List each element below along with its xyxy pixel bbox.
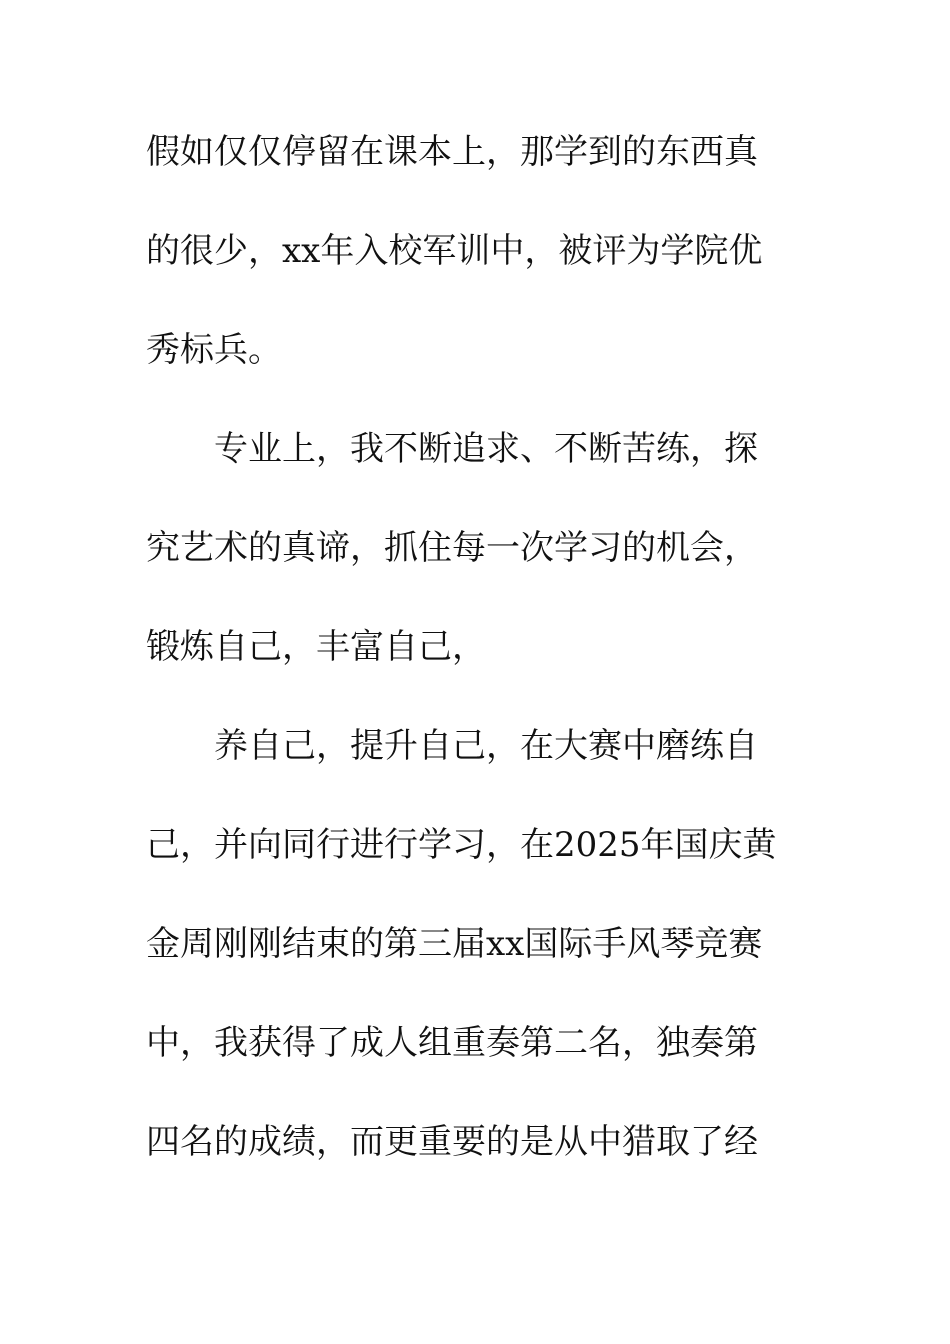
text-line-11: 四名的成绩，而更重要的是从中猎取了经 (146, 1122, 758, 1162)
text-line-9: 金周刚刚结束的第三届xx国际手风琴竞赛 (146, 924, 763, 964)
text-line-2: 的很少，xx年入校军训中，被评为学院优 (146, 231, 763, 271)
text-line-10: 中，我获得了成人组重奏第二名，独奏第 (146, 1023, 758, 1063)
text-line-3: 秀标兵。 (146, 330, 282, 370)
text-line-1: 假如仅仅停留在课本上，那学到的东西真 (146, 132, 758, 172)
text-line-7: 养自己，提升自己，在大赛中磨练自 (214, 726, 758, 766)
text-line-4: 专业上，我不断追求、不断苦练，探 (214, 429, 758, 469)
text-line-8: 己，并向同行进行学习，在2025年国庆黄 (146, 825, 777, 865)
text-line-6: 锻炼自己，丰富自己， (146, 627, 486, 667)
text-line-5: 究艺术的真谛，抓住每一次学习的机会， (146, 528, 758, 568)
